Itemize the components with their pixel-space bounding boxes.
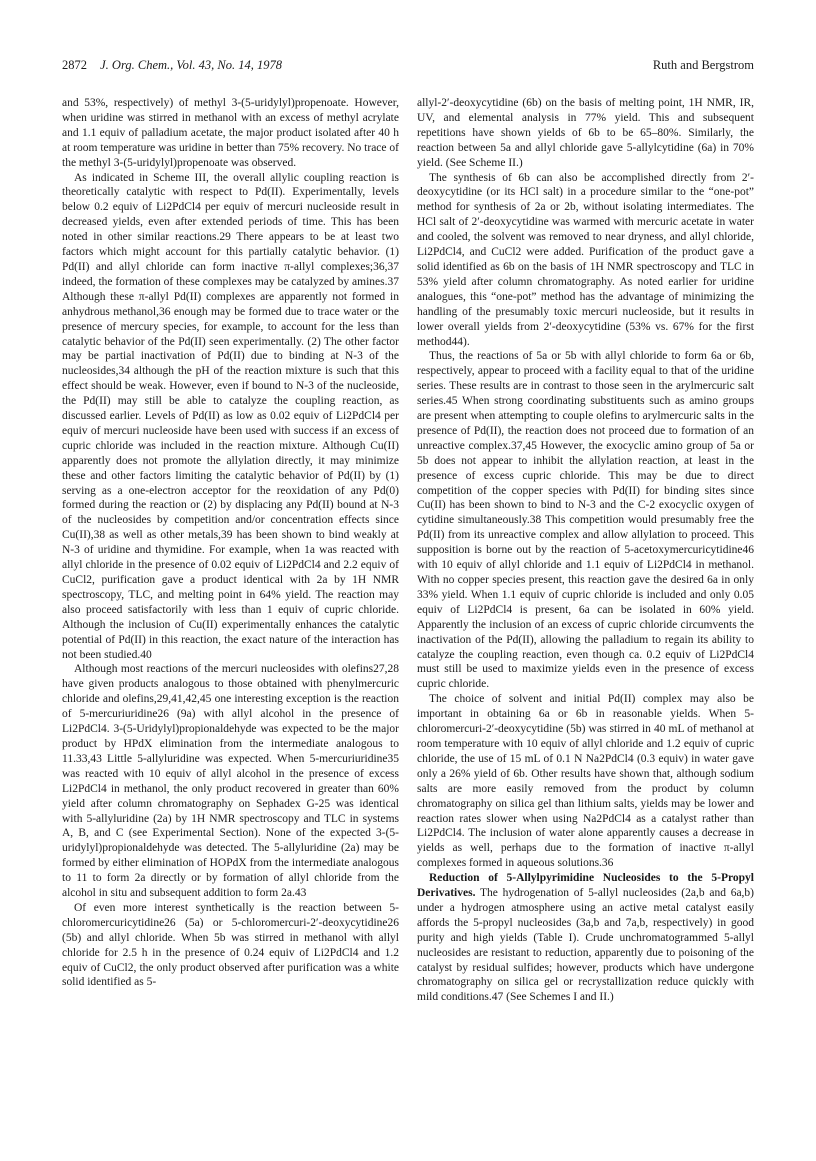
paragraph: Although most reactions of the mercuri nucleosides with olefins27,28 have given products analogous to those obtained with phenylmercuric chloride and olefins,29,41,42,45 one interesting exception is the reaction of 5-mercuriuridine26 (9a) with allyl alcohol in the presence of Li2PdCl4. 3-(5-Uridylyl)propionaldehyde was expected to be the major product by HPdX elimination from the intermediate analogous to 11.33,43 Little 5-allyluridine was expected. When 5-mercuriuridine35 was reacted with 10 equiv of allyl alcohol in the presence of excess Li2PdCl4 in methanol, the only product recovered in greater than 60% yield after column chromatography on Sephadex G-25 was identical with 5-allyluridine (2a) by 1H NMR spectroscopy and TLC in systems A, B, and C (see Experimental Section). None of the expected 3-(5-uridylyl)propionaldehyde was detected. The 5-allyluridine (2a) may be formed by either elimination of HOPdX from the intermediate analogous to 11 to form 2a directly or by formation of allyl chloride from the alcohol in situ and subsequent addition to form 2a.43	[62, 663, 399, 900]
paragraph: The synthesis of 6b can also be accomplished directly from 2′-deoxycytidine (or its HCl salt) in a procedure similar to the “one-pot” method for synthesis of 2a or 2b, without isolating intermediates. The HCl salt of 2′-deoxycytidine was warmed with mercuric acetate in water and cooled, the solvent was removed to near dryness, and allyl chloride, Li2PdCl4, and CuCl2 were added. Purification of the product gave a solid identified as 6b on the basis of 1H NMR spectroscopy and TLC in 53% yield after column chromatography. As noted earlier for uridine analogues, this “one-pot” method has the advantage of minimizing the handling of the presumably toxic mercuri nucleoside, but it results in lower overall yields from 2′-deoxycytidine (53% vs. 67% for the first method44).	[417, 171, 754, 348]
right-column	[417, 96, 754, 1005]
header-authors: Ruth and Bergstrom	[652, 58, 754, 72]
journal-citation: J. Org. Chem., Vol. 43, No. 14, 1978	[100, 58, 282, 72]
section-body: The hydrogenation of 5-allyl nucleosides (2a,b and 6a,b) under a hydrogen atmosphere using an active metal catalyst easily affords the 5-propyl nucleosides (3a,b and 7a,b, respectively) in good purity and high yields (Table I). Crude unchromatogrammed 5-allyl nucleosides are resistant to reduction, apparently due to poisoning of the catalyst by residual sulfides; however, products which have undergone chromatography on silica gel or recrystallization reduce quickly with mild conditions.47 (See Schemes I and II.)	[417, 887, 755, 1004]
paragraph: The choice of solvent and initial Pd(II) complex may also be important in obtaining 6a or 6b in reasonable yields. When 5-chloromercuri-2′-deoxycytidine (5b) was stirred in 40 mL of methanol at room temperature with 10 equiv of allyl chloride and 1.2 equiv of cupric chloride, the use of 15 mL of 0.1 N Na2PdCl4 (0.3 equiv) in water gave only a 26% yield of 6b. Other results have shown that, although sodium salts are more easily removed from the product by column chromatography on silica gel than lithium salts, yields may be lower and reaction rates slower when using Na2PdCl4 as a catalyst rather than Li2PdCl4. The inclusion of water alone apparently causes a decrease in yields as well, perhaps due to the formation of inactive π-allyl complexes formed in aqueous solutions.36	[417, 693, 754, 870]
paragraph: and 53%, respectively) of methyl 3-(5-uridylyl)propenoate. However, when uridine was stirred in methanol with an excess of methyl acrylate and 1.1 equiv of palladium acetate, the major product isolated after 40 h at room temperature was uridine in better than 75% recovery. No trace of the methyl 3-(5-uridylyl)propenoate was observed.	[62, 97, 399, 169]
paragraph: allyl-2′-deoxycytidine (6b) on the basis of melting point, 1H NMR, IR, UV, and elemental analysis in 77% yield. This and subsequent repetitions have shown yields of 6b to be 65–80%. Similarly, the reaction between 5a and allyl chloride gave 5-allylcytidine (6a) in 70% yield. (See Scheme II.)	[417, 97, 754, 169]
left-column	[62, 96, 399, 990]
section-paragraph	[417, 871, 754, 1005]
paragraph: Thus, the reactions of 5a or 5b with allyl chloride to form 6a or 6b, respectively, appear to proceed with a facility equal to that of the uridine series. These results are in contrast to those seen in the arylmercuric salt series.45 When strong coordinating substituents such as amino groups are present when attempting to couple olefins to arylmercuric salts in the presence of Pd(II), the reaction does not proceed due to formation of an unreactive complex.37,45 However, the exocyclic amino group of 5a or 5b does not appear to inhibit the allylation reaction, at least in the presence of excess cupric chloride. This may be due to direct competition of the copper species with Pd(II) for binding sites since Cu(II) has been shown to bind to N-3 and the C-2 exocyclic oxygen of cytidine simultaneously.38 This competition would presumably free the Pd(II) from its unreactive complex and allow allylation to proceed. This supposition is borne out by the reaction of 5-acetoxymercuricytidine46 with 10 equiv of allyl chloride and 1.1 equiv of Li2PdCl4 in methanol. With no copper species present, this reaction gave the desired 6a in only 33% yield. When 1.1 equiv of cupric chloride is included and only 0.05 equiv of Li2PdCl4 is present, 6a can be isolated in 60% yield. Apparently the inclusion of an excess of cupric chloride circumvents the inactivation of the Pd(II), allowing the palladium to regain its ability to catalyze the coupling reaction, even though ca. 0.2 equiv of Li2PdCl4 must still be used to maximize yields even in the presence of excess cupric chloride.	[417, 350, 754, 691]
paragraph: As indicated in Scheme III, the overall allylic coupling reaction is theoretically catalytic with respect to Pd(II). Experimentally, levels below 0.2 equiv of Li2PdCl4 per equiv of mercuri nucleoside result in decreased yields, even after extended periods of time. This has been noted in other similar reactions.29 There appears to be at least two factors which might account for this partially catalytic behavior. (1) Pd(II) and allyl chloride can form inactive π-allyl complexes;36,37 indeed, the formation of these complexes may be catalyzed by amines.37 Although these π-allyl Pd(II) complexes are apparently not formed in anhydrous methanol,36 enough may be formed due to trace water or the presence of mercury species, for example, to account for the less than catalytic behavior of the Pd(II) seen experimentally. (2) The other factor may be partial inactivation of Pd(II) due to binding at N-3 of the nucleosides,34 although the pH of the reaction mixture is such that this effect should be weak. However, even if bound to N-3 of the nucleoside, the Pd(II) may still be able to catalyze the coupling reaction, as discussed earlier. Levels of Pd(II) as low as 0.02 equiv of Li2PdCl4 per equiv of mercuri nucleoside have been used with success if an excess of cupric chloride was included in the reaction mixture. Although Cu(II) apparently does not promote the allylation directly, it may minimize these and other factors limiting the catalytic behavior of Pd(II) by (1) serving as a one-electron acceptor for the reoxidation of any Pd(0) formed during the reaction or (2) by displacing any Pd(II) bound at N-3 of the nucleosides by competition and/or concentration effects since Cu(II),38 as well as other metals,39 has been shown to bind weakly at N-3 of uridine and thymidine. For example, when 1a was reacted with allyl chloride in the presence of 0.02 equiv of Li2PdCl4 and 2.2 equiv of CuCl2, purification gave a product identical with 2a by 1H NMR spectroscopy, TLC, and melting point in 64% yield. The reaction may also proceed satisfactorily with less than 1 equiv of cupric chloride. Although the inclusion of Cu(II) experimentally enhances the catalytic potential of Pd(II) in this reaction, the exact nature of the interaction has not been studied.40	[62, 171, 399, 661]
section-heading: Reduction of 5-Allylpyrimidine Nucleosides to the 5-Propyl Derivatives.	[417, 872, 754, 900]
page-number: 2872	[62, 58, 87, 72]
paragraph: Of even more interest synthetically is the reaction between 5-chloromercuricytidine26 (5a) or 5-chloromercuri-2′-deoxycytidine26 (5b) and allyl chloride. When 5b was stirred in methanol with allyl chloride for 2.5 h in the presence of 0.24 equiv of Li2PdCl4 and 1.2 equiv of CuCl2, the only product observed after purification was a white solid identified as 5-	[62, 901, 399, 989]
header-left	[62, 58, 282, 73]
running-header	[62, 58, 754, 78]
